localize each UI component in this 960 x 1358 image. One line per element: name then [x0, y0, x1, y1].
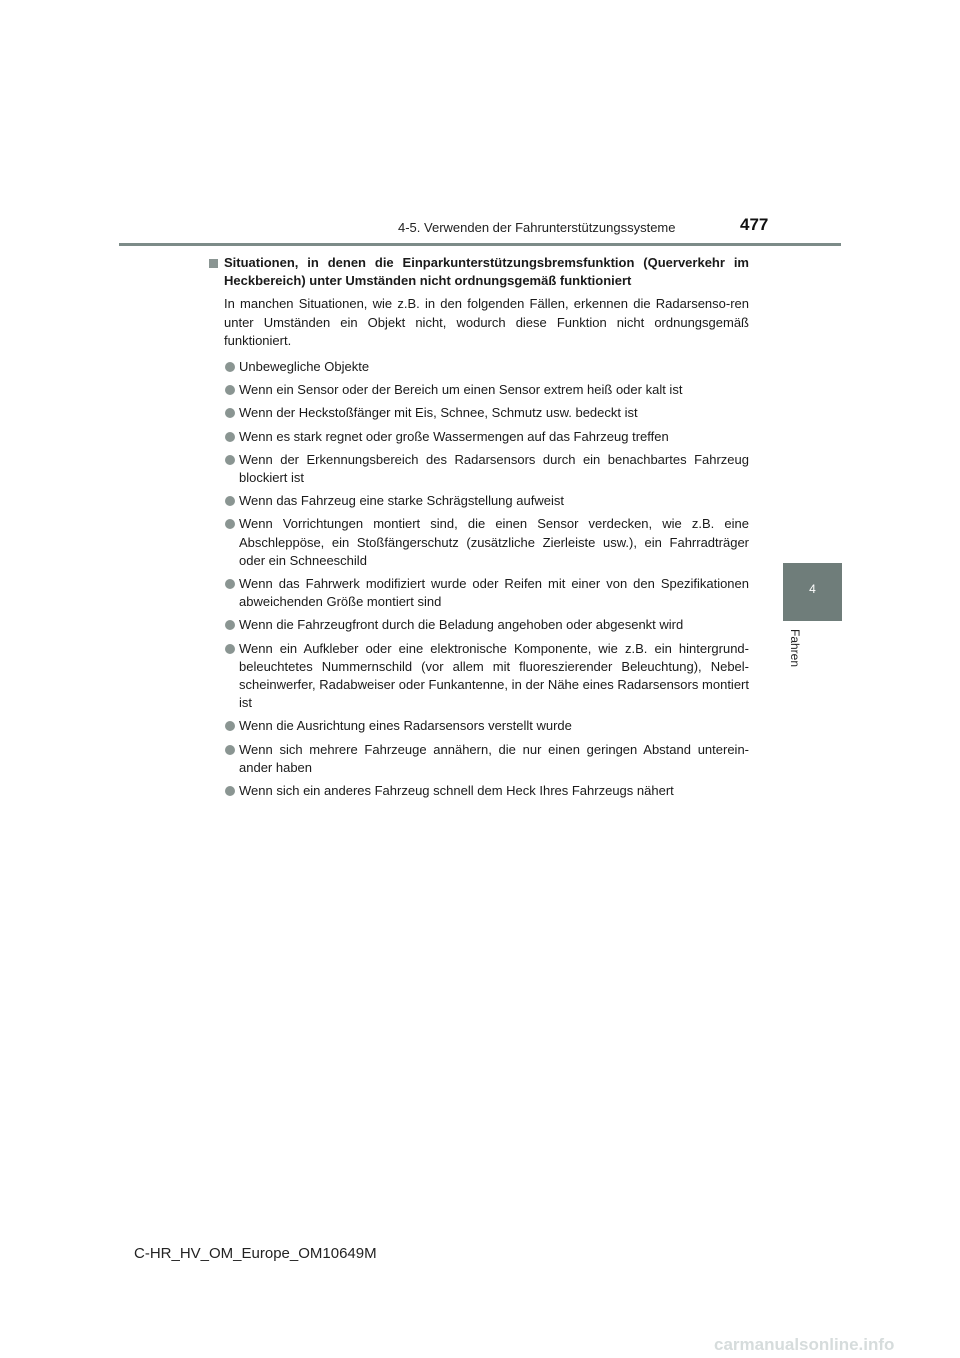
list-item: [209, 515, 749, 570]
list-item: [209, 741, 749, 777]
intro-paragraph: In manchen Situationen, wie z.B. in den folgenden Fällen, erkennen die Radarsenso-ren unter Umständen ein Objekt nicht, wodurch diese Funktion nicht ordnungsgemäß funktioniert.: [224, 296, 749, 348]
bullet-dot-icon: [225, 786, 235, 796]
list-item: [209, 782, 749, 800]
bullet-dot-icon: [225, 496, 235, 506]
list-item: [209, 358, 749, 376]
list-item-text: Wenn der Erkennungsbereich des Radarsensors durch ein benachbartes Fahrzeug blockiert ist: [239, 451, 749, 486]
page-number: 477: [740, 215, 769, 234]
bullet-dot-icon: [225, 620, 235, 630]
list-item-text: Wenn sich ein anderes Fahrzeug schnell dem Heck Ihres Fahrzeugs nähert: [239, 783, 674, 799]
list-item: [209, 451, 749, 487]
chapter-side-label-text: Fahren: [788, 629, 802, 668]
list-item-text: Wenn der Heckstoßfänger mit Eis, Schnee, Schmutz usw. bedeckt ist: [239, 405, 638, 421]
list-item: [209, 575, 749, 611]
bullet-dot-icon: [225, 644, 235, 654]
list-item-text: Wenn die Fahrzeugfront durch die Beladung angehoben oder abgesenkt wird: [239, 617, 684, 633]
chapter-tab: [783, 563, 842, 621]
section-heading-text: Situationen, in denen die Einparkunterstützungsbremsfunktion (Querverkehr im Heckbereich) unter Umständen nicht ordnungsgemäß funktioniert: [224, 255, 749, 289]
bullet-dot-icon: [225, 721, 235, 731]
list-item-text: Wenn es stark regnet oder große Wassermengen auf das Fahrzeug treffen: [239, 428, 669, 444]
list-item-text: Wenn ein Sensor oder der Bereich um einen Sensor extrem heiß oder kalt ist: [239, 382, 683, 398]
chapter-side-label: [786, 629, 806, 679]
bullet-dot-icon: [225, 455, 235, 465]
bullet-dot-icon: [225, 385, 235, 395]
list-item-text: Unbewegliche Objekte: [239, 359, 370, 375]
watermark-text: carmanualsonline.info: [714, 1335, 895, 1354]
square-bullet-icon: [209, 259, 218, 268]
header-divider: [119, 243, 841, 246]
list-item-text: Wenn Vorrichtungen montiert sind, die einen Sensor verdecken, wie z.B. eine Abschleppöse, ein Stoßfängerschutz (zusätzliche Zierleiste usw.), ein Fahrradträger oder ein Schneeschild: [239, 516, 749, 568]
list-item: [209, 492, 749, 510]
bullet-dot-icon: [225, 408, 235, 418]
list-item-text: Wenn sich mehrere Fahrzeuge annähern, die nur einen geringen Abstand unterein-ander haben: [239, 741, 749, 775]
page-content: [209, 254, 749, 805]
list-item-text: Wenn das Fahrzeug eine starke Schrägstellung aufweist: [239, 493, 564, 509]
list-item-text: Wenn ein Aufkleber oder eine elektronische Komponente, wie z.B. ein hintergrund-beleuchtetes Nummernschild (vor allem mit fluoreszierender Beleuchtung), Nebel-scheinwerfer, Radabweiser oder Funkantenne, in der Nähe eines Radarsensors montiert ist: [239, 640, 749, 711]
list-item: [209, 404, 749, 422]
list-item-text: Wenn das Fahrwerk modifiziert wurde oder Reifen mit einer von den Spezifikationen abweichenden Größe montiert sind: [239, 576, 749, 610]
document-code: C-HR_HV_OM_Europe_OM10649M: [134, 1245, 377, 1262]
chapter-tab-number: 4: [809, 582, 816, 596]
bullet-dot-icon: [225, 432, 235, 442]
header-section-title: 4-5. Verwenden der Fahrunterstützungssysteme: [398, 220, 676, 235]
list-item: [209, 640, 749, 713]
list-item: [209, 717, 749, 735]
list-item-text: Wenn die Ausrichtung eines Radarsensors verstellt wurde: [239, 718, 572, 734]
list-item: [209, 616, 749, 634]
bullet-dot-icon: [225, 745, 235, 755]
list-item: [209, 428, 749, 446]
bullet-dot-icon: [225, 519, 235, 529]
bullet-dot-icon: [225, 362, 235, 372]
list-item: [209, 381, 749, 399]
section-heading: [209, 254, 749, 290]
condition-list: [209, 358, 749, 800]
bullet-dot-icon: [225, 579, 235, 589]
